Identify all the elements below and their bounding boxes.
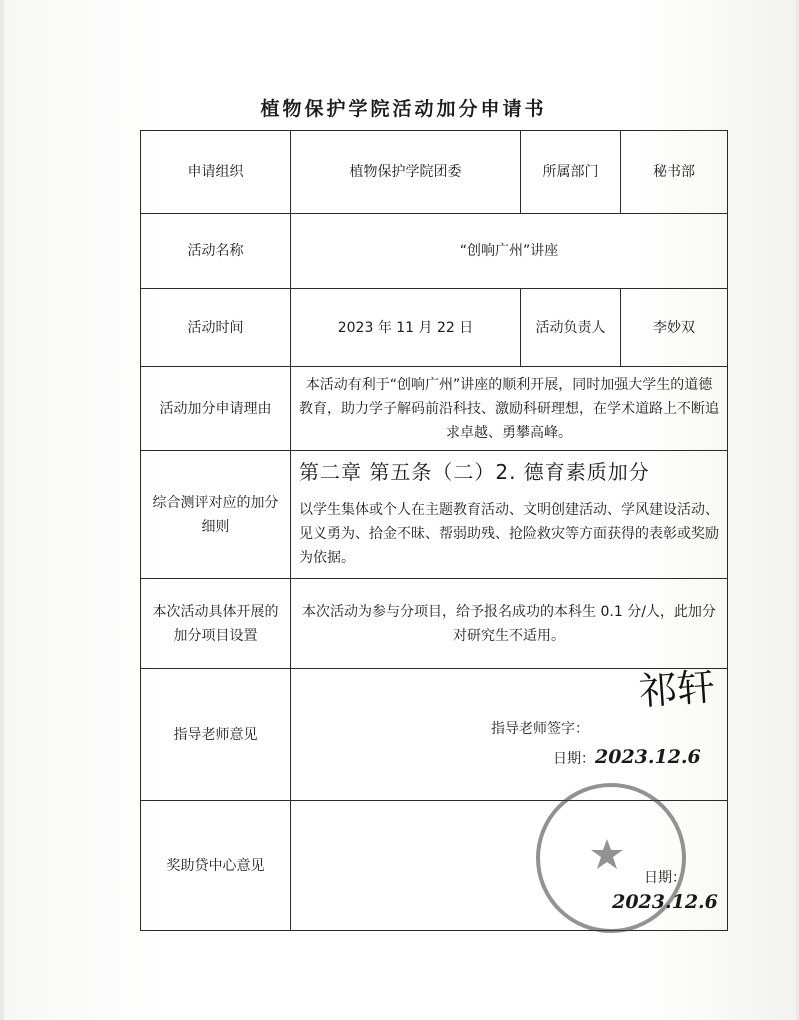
setting-value: 本次活动为参与分项目，给予报名成功的本科生 0.1 分/人，此加分对研究生不适用。 bbox=[291, 579, 728, 669]
row-org bbox=[141, 131, 728, 214]
aid-label: 奖助贷中心意见 bbox=[141, 801, 291, 931]
aid-sign-cell bbox=[291, 801, 728, 931]
row-reason bbox=[141, 367, 728, 451]
row-rule bbox=[141, 451, 728, 579]
teacher-date-line bbox=[553, 745, 701, 771]
row-time bbox=[141, 289, 728, 367]
dept-label: 所属部门 bbox=[521, 131, 621, 214]
teacher-label: 指导老师意见 bbox=[141, 669, 291, 801]
row-activity-name bbox=[141, 214, 728, 289]
teacher-sign-label: 指导老师签字： bbox=[491, 721, 589, 737]
activity-name-label: 活动名称 bbox=[141, 214, 291, 289]
aid-date-label: 日期： bbox=[644, 870, 686, 886]
rule-cell bbox=[291, 451, 728, 579]
page-title: 植物保护学院活动加分申请书 bbox=[260, 98, 547, 120]
rule-detail: 以学生集体或个人在主题教育活动、文明创建活动、学风建设活动、见义勇为、拾金不昧、帮弱助残、抢险救灾等方面获得的表彰或奖励为依据。 bbox=[299, 501, 719, 566]
leader-value: 李妙双 bbox=[621, 289, 728, 367]
row-setting bbox=[141, 579, 728, 669]
teacher-sign-cell bbox=[291, 664, 728, 801]
row-teacher bbox=[141, 669, 728, 801]
dept-value: 秘书部 bbox=[621, 131, 728, 214]
leader-label: 活动负责人 bbox=[521, 289, 621, 367]
application-form bbox=[140, 130, 728, 931]
rule-label: 综合测评对应的加分细则 bbox=[141, 451, 291, 579]
setting-label: 本次活动具体开展的加分项目设置 bbox=[141, 579, 291, 669]
teacher-signature: 祁轩 bbox=[637, 664, 717, 714]
org-value: 植物保护学院团委 bbox=[291, 131, 521, 214]
teacher-date: 2023.12.6 bbox=[595, 746, 701, 768]
seal-star-icon bbox=[591, 839, 623, 869]
row-aid bbox=[141, 801, 728, 931]
activity-name-value: “创响广州”讲座 bbox=[291, 214, 728, 289]
time-value: 2023 年 11 月 22 日 bbox=[291, 289, 521, 367]
org-label: 申请组织 bbox=[141, 131, 291, 214]
aid-date: 2023.12.6 bbox=[612, 891, 718, 913]
document-page bbox=[4, 0, 796, 1020]
reason-value: 本活动有利于“创响广州”讲座的顺利开展，同时加强大学生的道德教育，助力学子解码前沿科技、激励科研理想，在学术道路上不断追求卓越、勇攀高峰。 bbox=[291, 367, 728, 451]
reason-label: 活动加分申请理由 bbox=[141, 367, 291, 451]
time-label: 活动时间 bbox=[141, 289, 291, 367]
rule-chapter: 第二章 第五条（二）2. 德育素质加分 bbox=[299, 459, 650, 484]
aid-date-line bbox=[603, 866, 727, 916]
teacher-date-label: 日期： bbox=[553, 751, 595, 767]
